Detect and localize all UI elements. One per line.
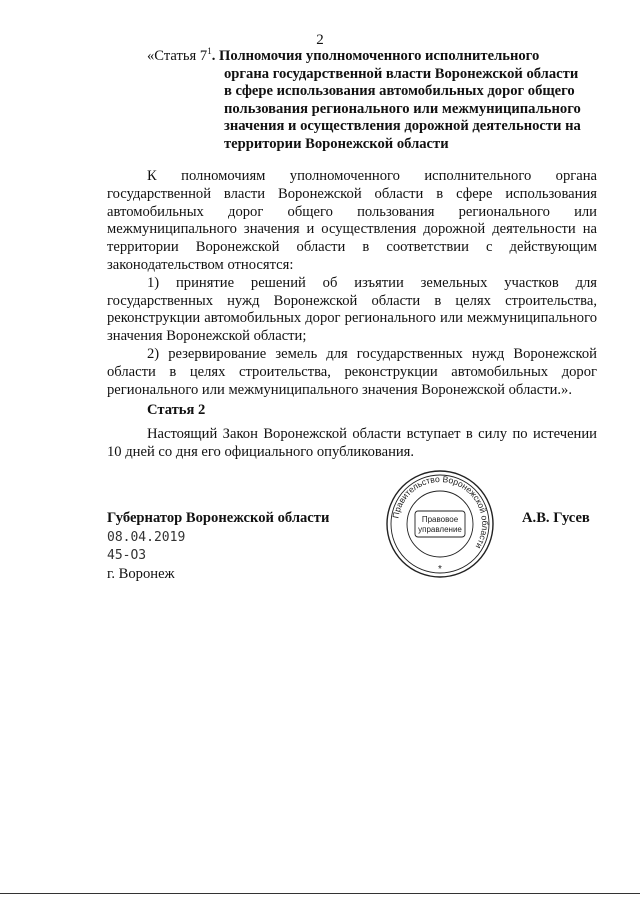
article-7-title-line: в сфере использования автомобильных дорог общего	[224, 83, 575, 99]
article-7-title-first: . Полномочия уполномоченного исполнительного	[211, 48, 540, 64]
article-7-body	[107, 168, 597, 399]
article-7-title-line: пользования регионального или межмуниципального	[224, 100, 581, 117]
governor-name: А.В. Гусев	[522, 510, 590, 526]
article-7-title-line: органа государственной власти Воронежской области	[224, 65, 579, 82]
article-7-heading	[147, 48, 607, 153]
governor-title: Губернатор Воронежской области	[107, 510, 330, 526]
article-7-title-line: территории Воронежской области	[224, 135, 449, 152]
law-number: 45-ОЗ	[107, 548, 147, 563]
body-item-2: 2) резервирование земель для государственных нужд Воронежской области в целях строительства, реконструкции автомобильных дорог регионального или межмуниципального значения Воронежской области.».	[107, 345, 597, 398]
body-intro-paragraph: К полномочиям уполномоченного исполнительного органа государственной власти Воронежской области в сфере использования автомобильных дорог общего пользования регионального или межмуниципального значения и осуществления дорожной деятельности на территории Воронежской области в соответствии с действующим законодательством относятся:	[107, 168, 597, 273]
city: г. Воронеж	[107, 566, 175, 582]
official-stamp	[384, 468, 496, 580]
body-item-1: 1) принятие решений об изъятии земельных участков для государственных нужд Воронежской области в целях строительства, реконструкции автомобильных дорог регионального или межмуниципального значения Воронежской области;	[107, 274, 597, 345]
stamp-star-icon: *	[438, 564, 442, 575]
article-7-title-line: значения и осуществления дорожной деятельности на	[224, 118, 581, 134]
page-number: 2	[316, 32, 324, 48]
law-date: 08.04.2019	[107, 530, 186, 545]
article-7-prefix: «Статья 7	[147, 48, 208, 64]
page-bottom-rule	[0, 893, 640, 894]
stamp-center-line-2: управление	[418, 525, 462, 534]
stamp-center-line-1: Правовое	[421, 515, 459, 524]
article-7-superscript: 1	[207, 46, 212, 57]
article-2-text: Настоящий Закон Воронежской области вступает в силу по истечении 10 дней со дня его официального опубликования.	[107, 426, 597, 460]
stamp-ring-text: Правительство Воронежской области	[390, 473, 491, 551]
article-2-title: Статья 2	[147, 402, 206, 418]
